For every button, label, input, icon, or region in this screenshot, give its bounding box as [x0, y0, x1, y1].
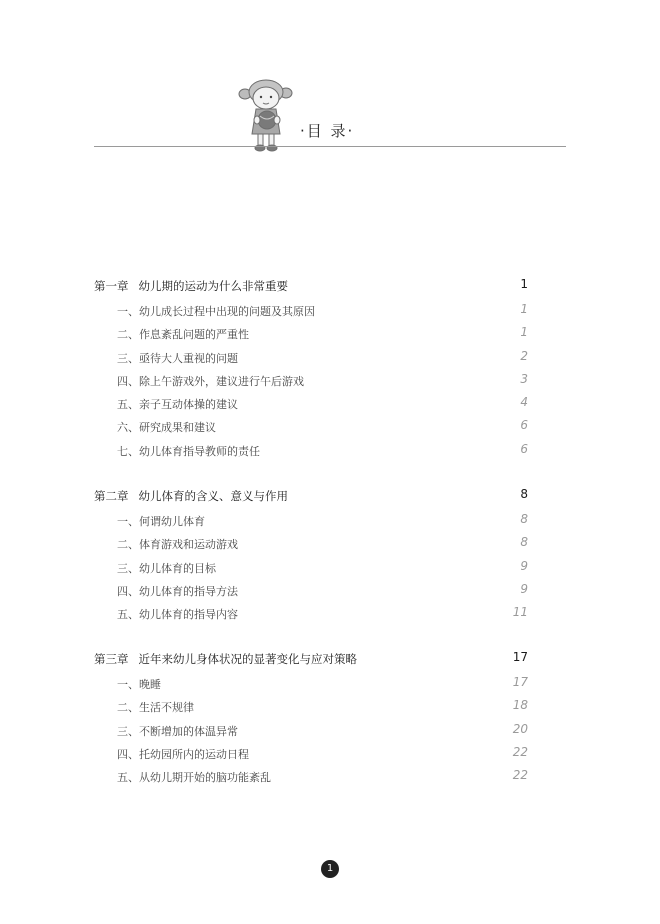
- chapter-page: 8: [520, 487, 528, 501]
- page-number-badge: 1: [321, 860, 339, 878]
- toc-section[interactable]: [94, 415, 528, 438]
- chapter-page: 17: [512, 650, 528, 664]
- section-title: 七、幼儿体育指导教师的责任: [117, 444, 260, 458]
- section-title: 二、体育游戏和运动游戏: [117, 538, 238, 552]
- section-page: 9: [520, 581, 528, 596]
- toc-section[interactable]: [94, 346, 528, 369]
- chapter-label: 第三章: [94, 652, 129, 666]
- chapter-name: 幼儿体育的含义、意义与作用: [138, 489, 288, 503]
- section-page: 20: [512, 721, 528, 736]
- section-title: 五、从幼儿期开始的脑功能紊乱: [117, 771, 271, 785]
- toc-section[interactable]: [94, 579, 528, 602]
- section-title: 三、亟待大人重视的问题: [117, 351, 238, 365]
- section-title: 五、幼儿体育的指导内容: [117, 608, 238, 622]
- toc-section[interactable]: [94, 742, 528, 765]
- section-page: 6: [520, 441, 528, 456]
- section-title: 一、晚睡: [117, 678, 161, 691]
- section-page: 22: [512, 744, 528, 759]
- chapter-title: [94, 651, 357, 667]
- chapter-title: [94, 278, 288, 294]
- chapter-heading[interactable]: [94, 649, 528, 672]
- chapter-name: 幼儿期的运动为什么非常重要: [138, 279, 288, 293]
- section-page: 17: [512, 675, 528, 689]
- section-page: 18: [512, 698, 528, 713]
- toc-chapter-1: [94, 276, 528, 462]
- toc-section[interactable]: [94, 672, 528, 695]
- section-title: 三、不断增加的体温异常: [117, 724, 238, 738]
- section-page: 9: [520, 558, 528, 573]
- toc-section[interactable]: [94, 369, 528, 392]
- section-title: 六、研究成果和建议: [117, 421, 216, 435]
- chapter-page: 1: [520, 277, 528, 291]
- section-title: 三、幼儿体育的目标: [117, 561, 216, 575]
- section-page: 1: [520, 325, 528, 340]
- toc-section[interactable]: [94, 392, 528, 415]
- section-title: 四、托幼园所内的运动日程: [117, 747, 249, 761]
- section-page: 8: [520, 535, 528, 550]
- chapter-heading[interactable]: [94, 486, 528, 509]
- chapter-name: 近年来幼儿身体状况的显著变化与应对策略: [138, 652, 357, 666]
- chapter-title: [94, 488, 288, 504]
- toc-section[interactable]: [94, 439, 528, 462]
- toc-section[interactable]: [94, 556, 528, 579]
- section-page: 2: [520, 348, 528, 363]
- toc-section[interactable]: [94, 509, 528, 532]
- section-title: 二、作息紊乱问题的严重性: [117, 328, 249, 342]
- toc-section[interactable]: [94, 322, 528, 345]
- toc-section[interactable]: [94, 532, 528, 555]
- chapter-label: 第一章: [94, 279, 129, 293]
- section-page: 8: [520, 512, 528, 526]
- page-title: ·目 录·: [300, 122, 355, 140]
- girl-illustration: [236, 76, 296, 156]
- section-page: 4: [520, 395, 528, 410]
- section-title: 一、何谓幼儿体育: [117, 515, 205, 528]
- toc-chapter-3: [94, 649, 528, 788]
- toc-section[interactable]: [94, 719, 528, 742]
- title-divider: [94, 146, 566, 147]
- section-page: 6: [520, 418, 528, 433]
- chapter-heading[interactable]: [94, 276, 528, 299]
- toc-section[interactable]: [94, 765, 528, 788]
- section-title: 四、除上午游戏外，建议进行午后游戏: [117, 374, 304, 388]
- toc-section[interactable]: [94, 299, 528, 322]
- chapter-label: 第二章: [94, 489, 129, 503]
- section-title: 五、亲子互动体操的建议: [117, 398, 238, 412]
- section-title: 四、幼儿体育的指导方法: [117, 584, 238, 598]
- section-page: 22: [512, 768, 528, 783]
- section-title: 二、生活不规律: [117, 701, 194, 715]
- section-page: 3: [520, 371, 528, 386]
- toc-chapter-2: [94, 486, 528, 625]
- section-title: 一、幼儿成长过程中出现的问题及其原因: [117, 305, 315, 318]
- toc-section[interactable]: [94, 695, 528, 718]
- toc-section[interactable]: [94, 602, 528, 625]
- section-page: 11: [512, 605, 528, 620]
- section-page: 1: [520, 302, 528, 316]
